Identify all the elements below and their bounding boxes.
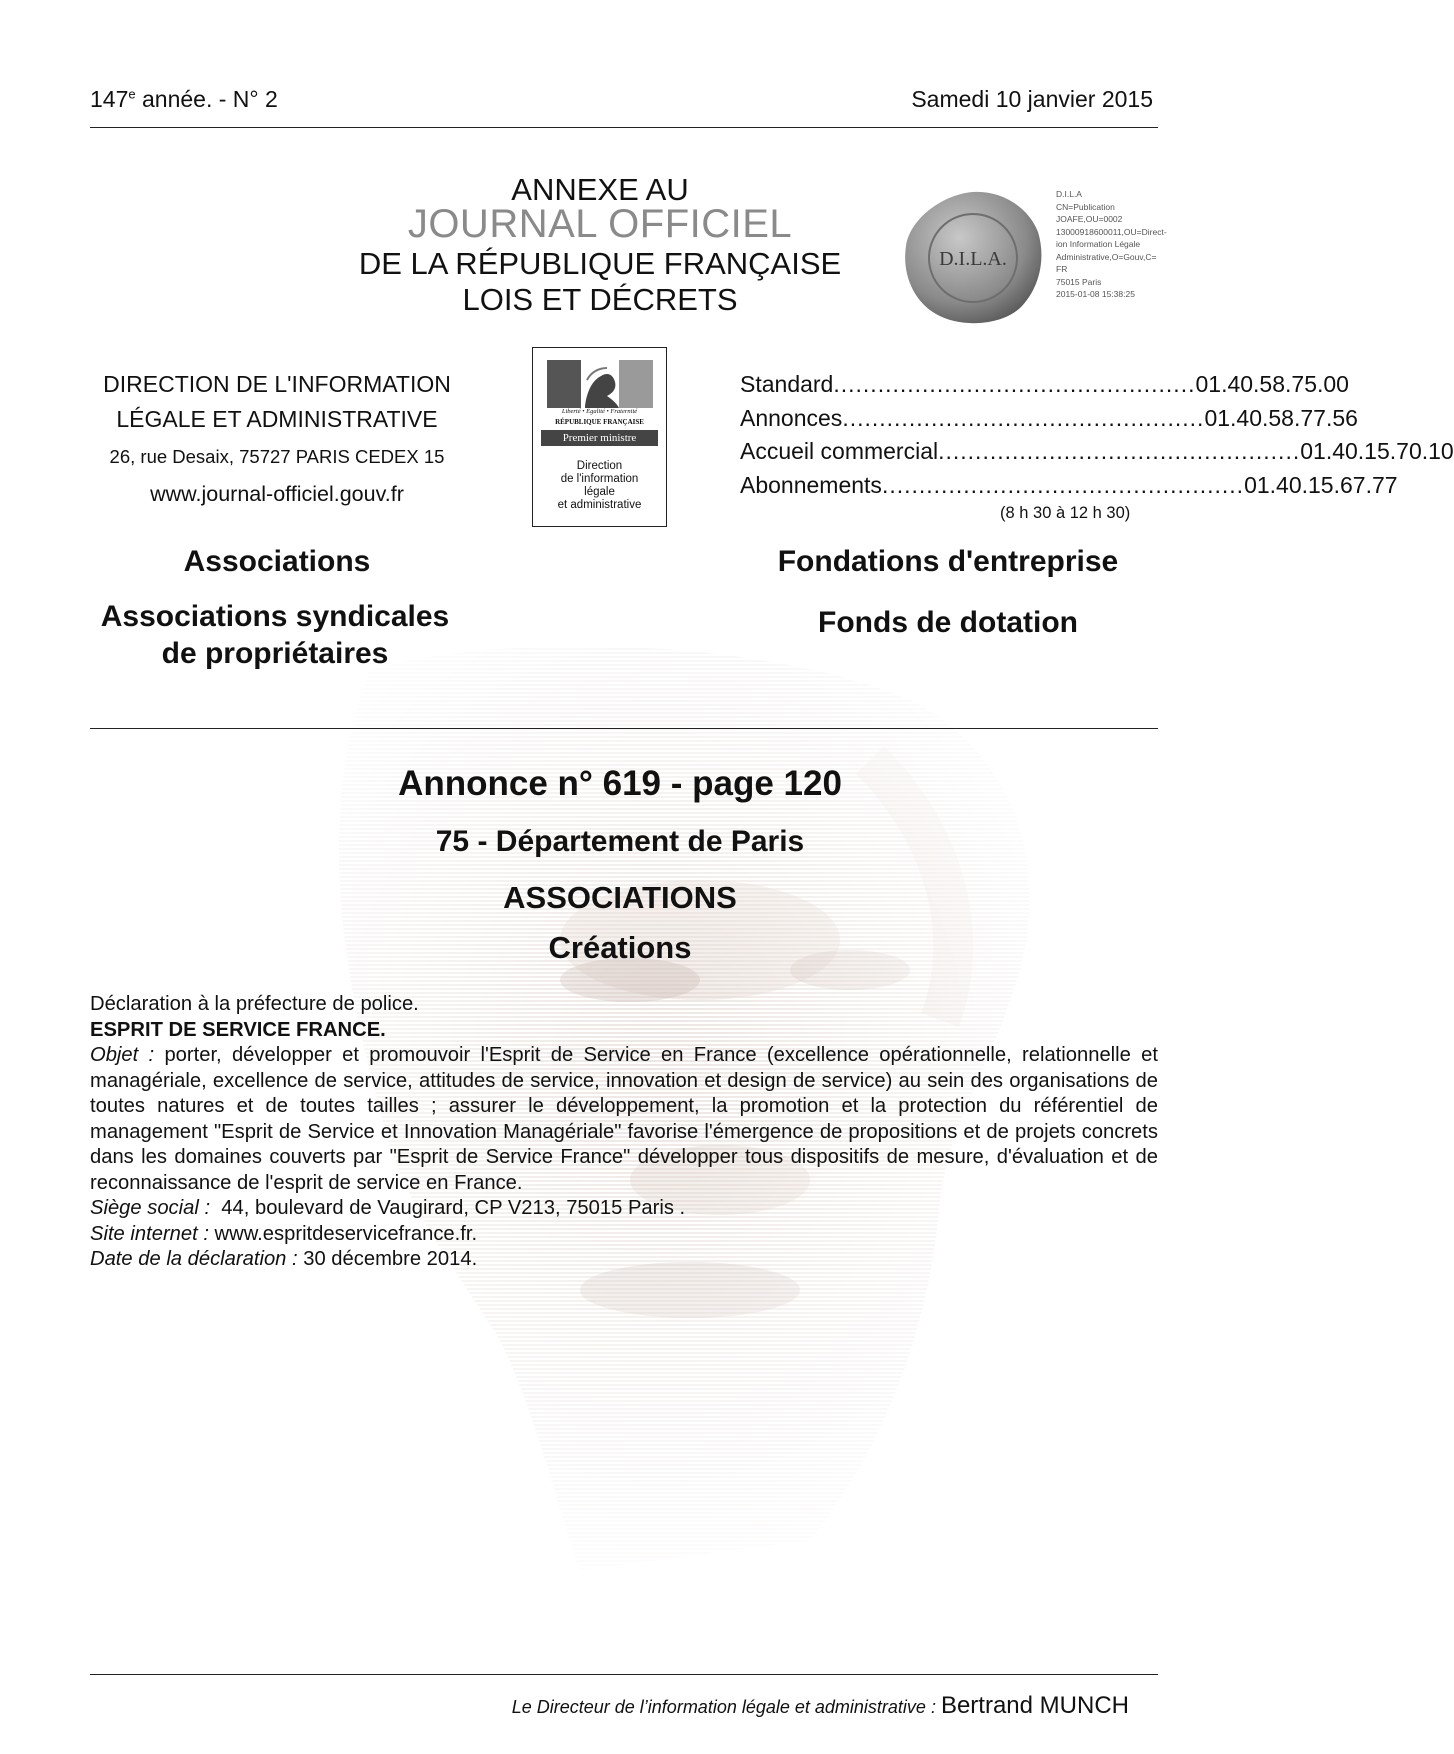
- section-rule: [90, 728, 1158, 729]
- section-associations: Associations: [183, 545, 371, 578]
- svg-text:D.I.L.A.: D.I.L.A.: [939, 248, 1007, 270]
- direction-website-link[interactable]: www.journal-officiel.gouv.fr: [150, 482, 404, 506]
- dila-seal-icon: [900, 188, 1046, 328]
- footer-rule: [90, 1674, 1158, 1675]
- phone-accueil-commercial: Accueil commercial ................................................. 01.40.15.70.10: [740, 438, 1454, 464]
- director-signature: Le Directeur de l’information légale et administrative : Bertrand MUNCH: [511, 1692, 1129, 1719]
- siege-line: Siège social : 44, boulevard de Vaugirard, CP V213, 75015 Paris .: [90, 1197, 686, 1219]
- annonce-category: ASSOCIATIONS: [503, 880, 737, 915]
- masthead-journal-officiel: JOURNAL OFFICIEL: [407, 202, 793, 246]
- date-line: Date de la déclaration : 30 décembre 2014.: [90, 1248, 478, 1270]
- annonce-body: [90, 992, 1158, 1273]
- annonce-department: 75 - Département de Paris: [435, 825, 805, 858]
- declaration-line: Déclaration à la préfecture de police.: [90, 993, 419, 1015]
- phone-annonces: Annonces ................................................. 01.40.58.77.56: [740, 405, 1358, 431]
- objet-paragraph: [90, 1043, 1158, 1196]
- objet-label: Objet :: [90, 1044, 155, 1066]
- phone-abonnements: Abonnements ................................................. 01.40.15.67.77: [740, 472, 1398, 498]
- logo-republique: RÉPUBLIQUE FRANÇAISE: [555, 418, 644, 426]
- annonce-subcategory: Créations: [548, 930, 692, 965]
- marianne-logo-icon: [547, 360, 653, 408]
- logo-premier-ministre: Premier ministre: [541, 430, 658, 446]
- header-rule: [90, 127, 1158, 128]
- annonce-title: Annonce n° 619 - page 120: [398, 764, 842, 803]
- direction-name-line1: DIRECTION DE L'INFORMATION: [103, 371, 451, 397]
- section-fonds-dotation: Fonds de dotation: [818, 606, 1078, 639]
- site-line: Site internet : www.espritdeservicefrance.fr.: [90, 1222, 478, 1245]
- phone-hours: (8 h 30 à 12 h 30): [1000, 504, 1131, 522]
- masthead-republique: DE LA RÉPUBLIQUE FRANÇAISE: [358, 246, 842, 281]
- masthead-lois-decrets: LOIS ET DÉCRETS: [462, 282, 738, 317]
- association-name: ESPRIT DE SERVICE FRANCE.: [90, 1018, 386, 1041]
- logo-motto: Liberté • Égalité • Fraternité: [561, 408, 638, 415]
- issue-date: Samedi 10 janvier 2015: [911, 86, 1153, 112]
- phone-standard: Standard ................................................. 01.40.58.75.00: [740, 371, 1349, 397]
- logo-direction-text: Direction de l'information légale et administrative: [557, 460, 642, 511]
- premier-ministre-logo: [532, 347, 667, 527]
- issue-number: 147e année. - N° 2: [90, 86, 278, 112]
- direction-address: 26, rue Desaix, 75727 PARIS CEDEX 15: [109, 446, 445, 467]
- section-fondations-entreprise: Fondations d'entreprise: [777, 545, 1119, 578]
- digital-signature-block: D.I.L.A CN=Publication JOAFE,OU=0002 13000918600011,OU=Direct- ion Information Légale Administrative,O=Gouv,C= FR 75015 Paris 2015-01-08 15:38:25: [1056, 189, 1167, 299]
- direction-name-line2: LÉGALE ET ADMINISTRATIVE: [116, 406, 438, 432]
- masthead-annexe: ANNEXE AU: [511, 172, 689, 207]
- section-associations-syndicales: Associations syndicales de propriétaires: [100, 600, 450, 670]
- objet-text: porter, développer et promouvoir l'Esprit de Service en France (excellence opérationnelle, relationnelle et managériale, excellence de service, attitudes de service, innovation et design de service) au sein des organisations de toutes natures et de toutes tailles ; assurer le développement, la promotion et la protection du référentiel de management "Esprit de Service et Innovation Managériale" favorise l'émergence de propositions et de projets concrets dans les domaines couverts par "Esprit de Service France" développer tous dispositifs de mesure, d'évaluation et de reconnaissance de l'esprit de service en France.: [90, 1044, 1158, 1194]
